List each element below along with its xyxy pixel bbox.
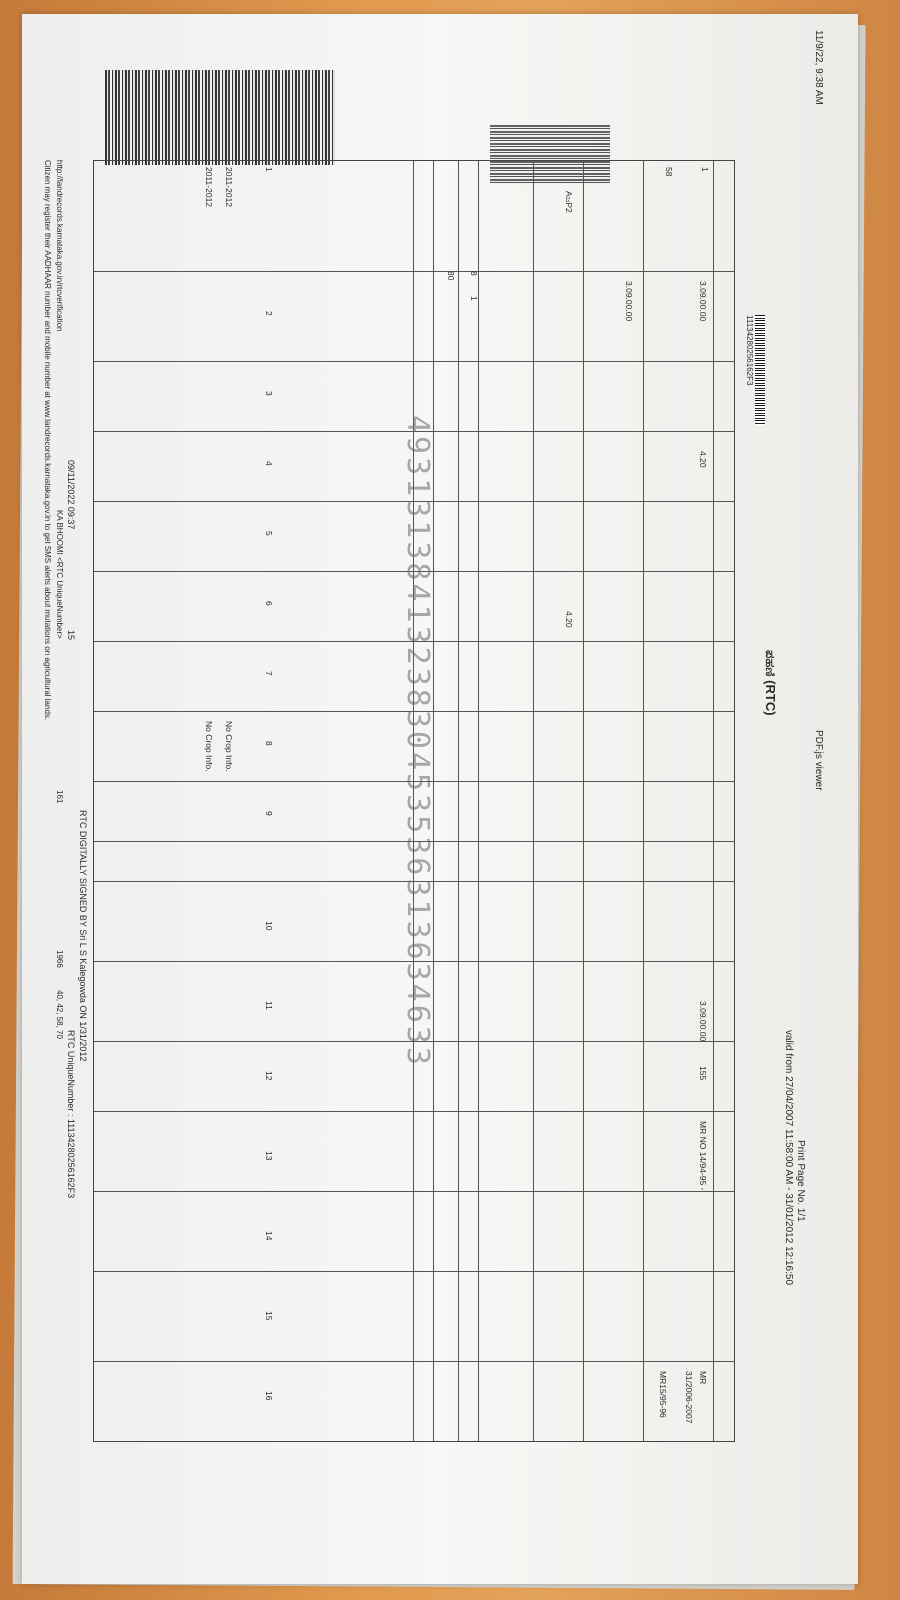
- verification-url: http://landrecords.karnataka.gov.in/rtcverification: [55, 160, 64, 332]
- owner-extent-repeat: 3.09.00.00: [624, 281, 634, 322]
- khata-number: 155: [698, 1066, 708, 1081]
- col-number-13: 13: [264, 1151, 274, 1161]
- crop-year-1: 2011-2012: [224, 167, 234, 208]
- linear-barcode: [755, 315, 765, 425]
- footer-date: 09/11/2022 09:37: [66, 460, 76, 530]
- citizen-note: Citizen may register their AADHAAR number and mobile number at www.landrecords.karnataka.gov.in to get SMS alerts about mutations on agricultural lands.: [43, 160, 52, 721]
- bhoomi-sms-code: KA BHOOMI <RTC UniqueNumber>: [55, 510, 64, 639]
- count-8: 8: [469, 271, 479, 276]
- crop-year-2: 2011-2012: [204, 167, 214, 208]
- count-1: 1: [469, 296, 479, 301]
- mr-detail: 31/2006-2007: [684, 1371, 694, 1424]
- footer-page-15: 15: [66, 630, 76, 641]
- col-number-4: 4: [264, 461, 274, 466]
- rotated-rtc-sheet: [30, 30, 830, 1530]
- col-number-14: 14: [264, 1231, 274, 1241]
- unique-number-watermark: 4931313841323830453536313634633: [400, 415, 435, 1068]
- col-number-15: 15: [264, 1311, 274, 1321]
- col-number-7: 7: [264, 671, 274, 676]
- col-number-5: 5: [264, 531, 274, 536]
- col-number-12: 12: [264, 1071, 274, 1081]
- kharab-value: 4.20: [698, 451, 708, 468]
- validity-period: valid from 27/04/2007 11:58:00 AM - 31/01/2012 12:16:50: [783, 1030, 794, 1285]
- col-number-8: 8: [264, 741, 274, 746]
- rtc-unique-number: RTC UniqueNumber : 11134280256162F3: [66, 1030, 76, 1199]
- owner-extent: 3.09.00.00: [698, 281, 708, 322]
- crop-info-1: No Crop Info.: [224, 721, 234, 772]
- survey-number: 58: [664, 167, 674, 177]
- col-number-10: 10: [264, 921, 274, 931]
- act-year: 1966: [55, 950, 64, 968]
- qr-code-image: [105, 70, 335, 165]
- col-number-1: 1: [264, 167, 274, 172]
- col-number-9: 9: [264, 811, 274, 816]
- col-number-11: 11: [264, 1001, 274, 1010]
- crop-info-2: No Crop Info.: [204, 721, 214, 772]
- viewer-name: PDF.js viewer: [813, 730, 824, 791]
- col-number-6: 6: [264, 601, 274, 606]
- mutation-extent: 3.09.00.00: [698, 1001, 708, 1042]
- col-number-3: 3: [264, 391, 274, 396]
- column-20-value: 4.20: [564, 611, 574, 628]
- mr-detail-2: MR15/95-96: [658, 1371, 668, 1418]
- aazp-label: AಜP2: [564, 191, 574, 213]
- digital-signature-note: RTC DIGITALLY SIGNED BY Sri L S Kalegowda ON 1/31/2012: [78, 810, 88, 1062]
- col-number-16: 16: [264, 1391, 274, 1401]
- owner-serial: 1: [700, 167, 710, 172]
- volume-number: 80: [446, 271, 456, 281]
- document-title: ಪಹಣಿ (RTC): [763, 650, 778, 716]
- col-number-2: 2: [264, 311, 274, 316]
- mr-label: MR: [698, 1371, 708, 1385]
- mutation-reference: MR NO 14/94-95 -: [698, 1121, 708, 1191]
- print-datetime: 11/9/22, 9:38 AM: [813, 30, 824, 105]
- print-page-number: Print Page No. 1/1: [795, 1140, 806, 1222]
- act-sections: 40, 42, 58, 70: [55, 990, 64, 1039]
- barcode-number: 11134280256162F3: [745, 315, 754, 386]
- sms-number: 161: [55, 790, 64, 804]
